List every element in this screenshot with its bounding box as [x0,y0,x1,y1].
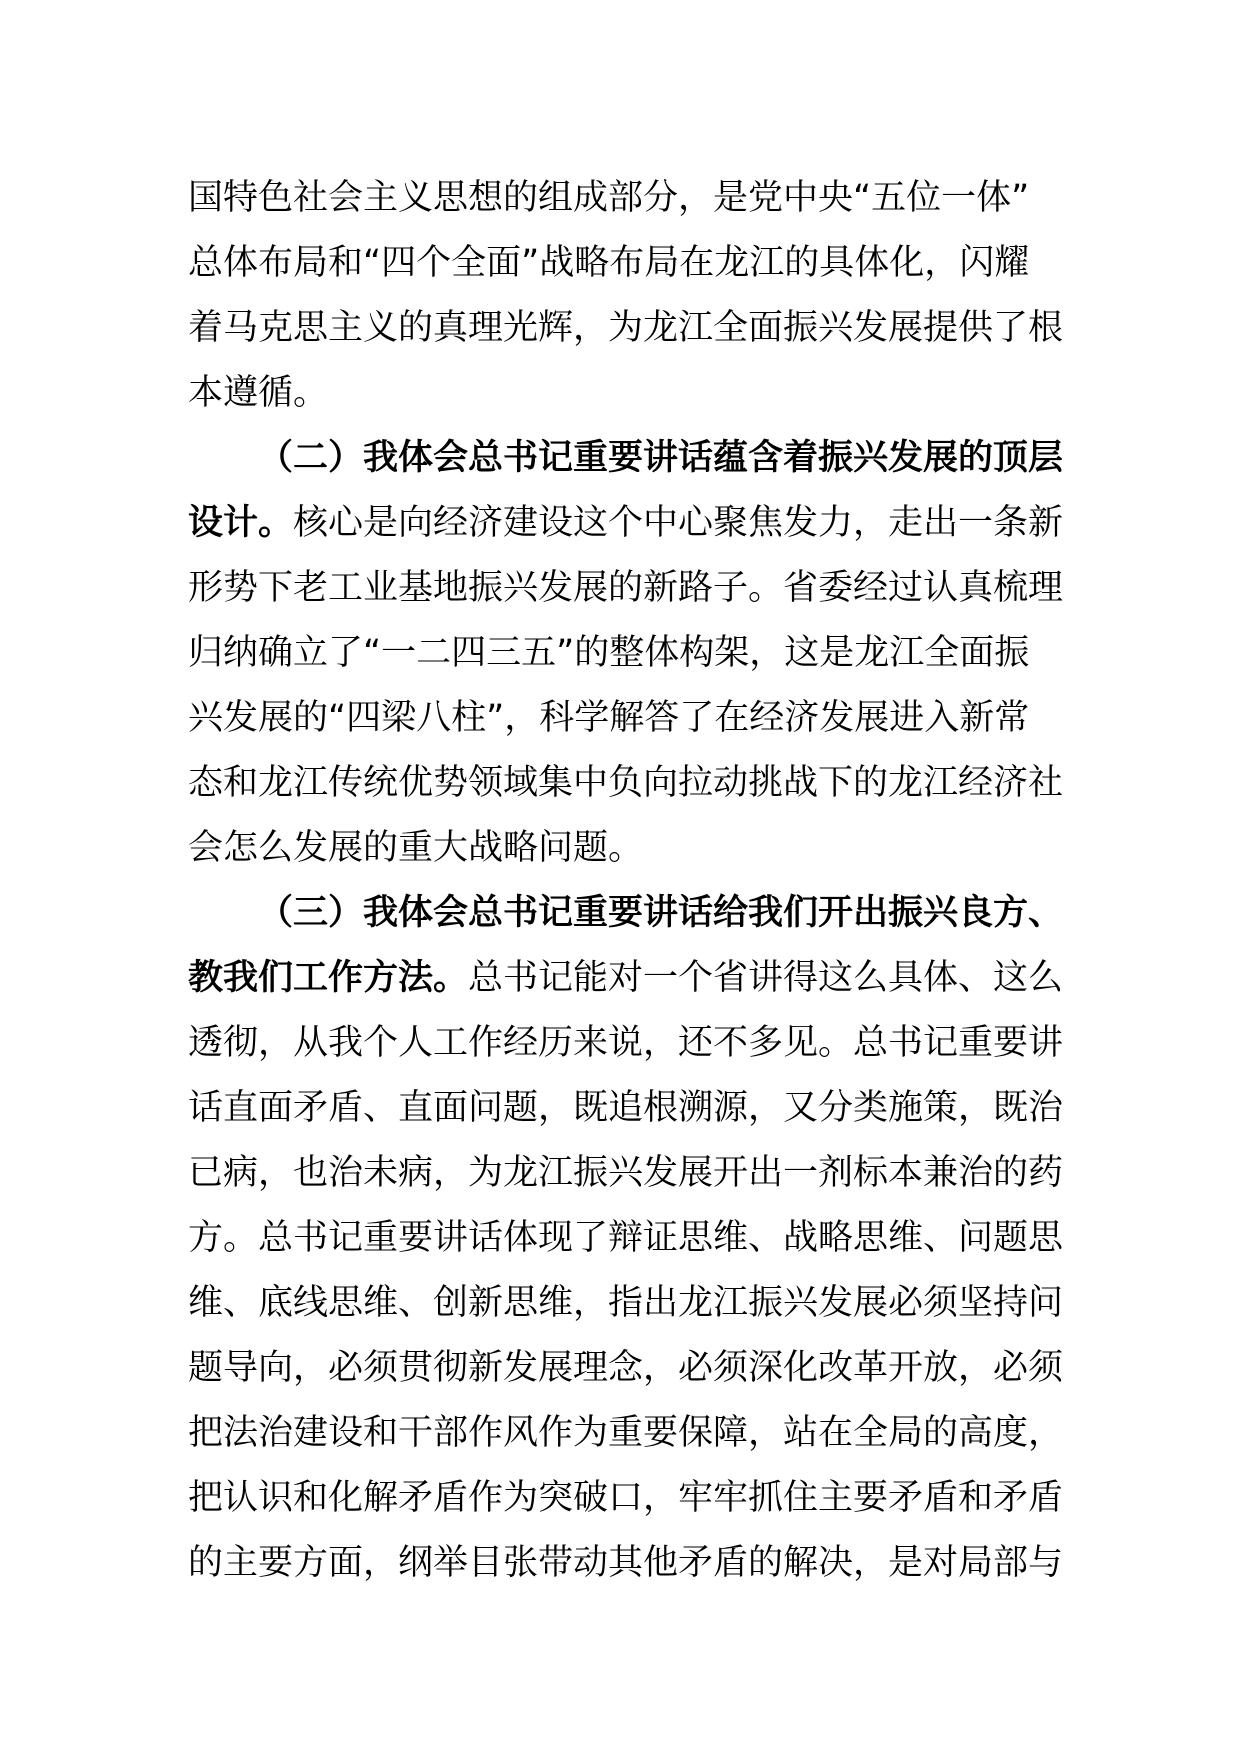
bold-text: （三）我体会总书记重要讲话给我们开出振兴良方、 [258,893,1064,933]
text-line [188,361,1058,426]
bold-text: 教我们工作方法。 [188,958,469,998]
body-text: 方。总书记重要讲话体现了辩证思维、战略思维、问题思 [188,1218,1064,1258]
text-line [188,231,1058,296]
body-text: 的主要方面，纲举目张带动其他矛盾的解决，是对局部与 [188,1543,1064,1583]
bold-text: （二）我体会总书记重要讲话蕴含着振兴发展的顶层 [258,438,1064,478]
text-line [188,296,1064,361]
text-line [188,1466,1064,1531]
text-line [188,686,1058,751]
body-text: 已病，也治未病，为龙江振兴发展开出一剂标本兼治的药 [188,1153,1064,1193]
body-text: 形势下老工业基地振兴发展的新路子。省委经过认真梳理 [188,568,1064,608]
body-text: 态和龙江传统优势领域集中负向拉动挑战下的龙江经济社 [188,763,1064,803]
body-text: 把认识和化解矛盾作为突破口，牢牢抓住主要矛盾和矛盾 [188,1478,1064,1518]
text-line [188,881,1064,946]
body-text: 维、底线思维、创新思维，指出龙江振兴发展必须坚持问 [188,1283,1064,1323]
text-line [188,1076,1064,1141]
document-body [188,166,1064,1596]
body-text: 兴发展的“四梁八柱”，科学解答了在经济发展进入新常 [188,698,1030,738]
text-line [188,1206,1064,1271]
body-text: 总书记能对一个省讲得这么具体、这么 [468,958,1064,998]
text-line [188,621,1058,686]
text-line [188,556,1064,621]
body-text: 总体布局和“四个全面”战略布局在龙江的具体化，闪耀 [188,243,1030,283]
body-text: 题导向，必须贯彻新发展理念，必须深化改革开放，必须 [188,1348,1064,1388]
body-text: 归纳确立了“一二四三五”的整体构架，这是龙江全面振 [188,633,1030,673]
text-line [188,166,1058,231]
text-line [188,946,1064,1011]
body-text: 透彻，从我个人工作经历来说，还不多见。总书记重要讲 [188,1023,1064,1063]
text-line [188,1141,1064,1206]
body-text: 核心是向经济建设这个中心聚焦发力，走出一条新 [293,503,1064,543]
text-line [188,816,1058,881]
body-text: 会怎么发展的重大战略问题。 [188,828,644,868]
body-text: 着马克思主义的真理光辉，为龙江全面振兴发展提供了根 [188,308,1064,348]
text-line [188,491,1064,556]
text-line [188,1011,1064,1076]
body-text: 本遵循。 [188,373,329,413]
body-text: 话直面矛盾、直面问题，既追根溯源，又分类施策，既治 [188,1088,1064,1128]
text-line [188,426,1064,491]
body-text: 把法治建设和干部作风作为重要保障，站在全局的高度， [188,1413,1064,1453]
text-line [188,1401,1064,1466]
text-line [188,751,1064,816]
body-text: 国特色社会主义思想的组成部分，是党中央“五位一体” [188,178,1030,218]
text-line [188,1336,1064,1401]
text-line [188,1531,1064,1596]
bold-text: 设计。 [188,503,294,543]
text-line [188,1271,1064,1336]
